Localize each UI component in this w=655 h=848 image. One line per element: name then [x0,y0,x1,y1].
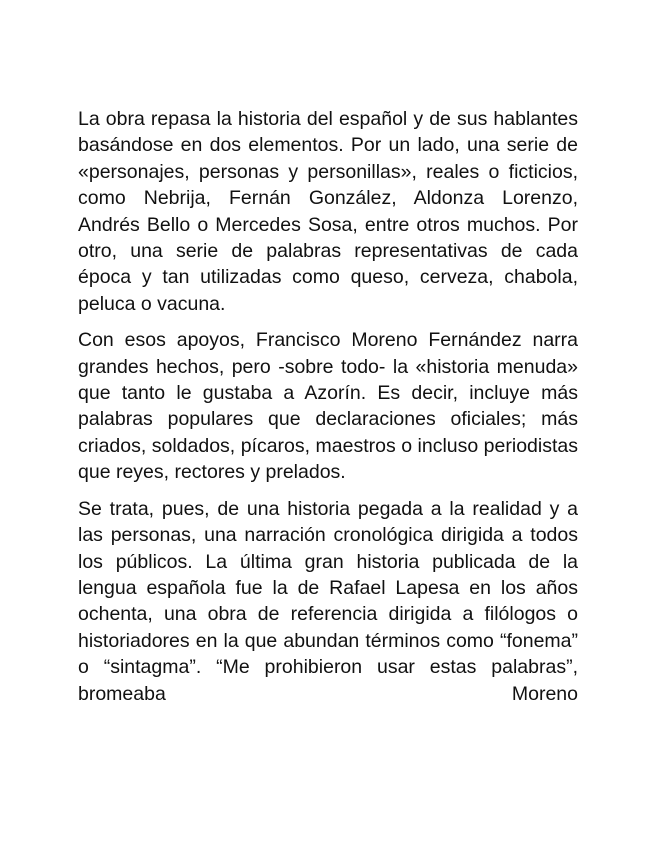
document-page [78,106,578,717]
paragraph-1: La obra repasa la historia del español y de sus hablantes basándose en dos elementos. Por un lado, una serie de «personajes, personas y personillas», reales o ficticios, como Nebrija, Fernán González, Aldonza Lorenzo, Andrés Bello o Mercedes Sosa, entre otros muchos. Por otro, una serie de palabras representativas de cada época y tan utilizadas como queso, cerveza, chabola, peluca o vacuna. [78,108,578,315]
paragraph-2: Con esos apoyos, Francisco Moreno Fernández narra grandes hechos, pero -sobre todo- la «historia menuda» que tanto le gustaba a Azorín. Es decir, incluye más palabras populares que declaraciones oficiales; más criados, soldados, pícaros, maestros o incluso periodistas que reyes, rectores y prelados. [78,329,578,484]
paragraph-3: Se trata, pues, de una historia pegada a la realidad y a las personas, una narración cronológica dirigida a todos los públicos. La última gran historia publicada de la lengua española fue la de Rafael Lapesa en los años ochenta, una obra de referencia dirigida a filólogos o historiadores en la que abundan términos como “fonema” o “sintagma”. “Me prohibieron usar estas palabras”, bromeaba Moreno [78,497,578,705]
